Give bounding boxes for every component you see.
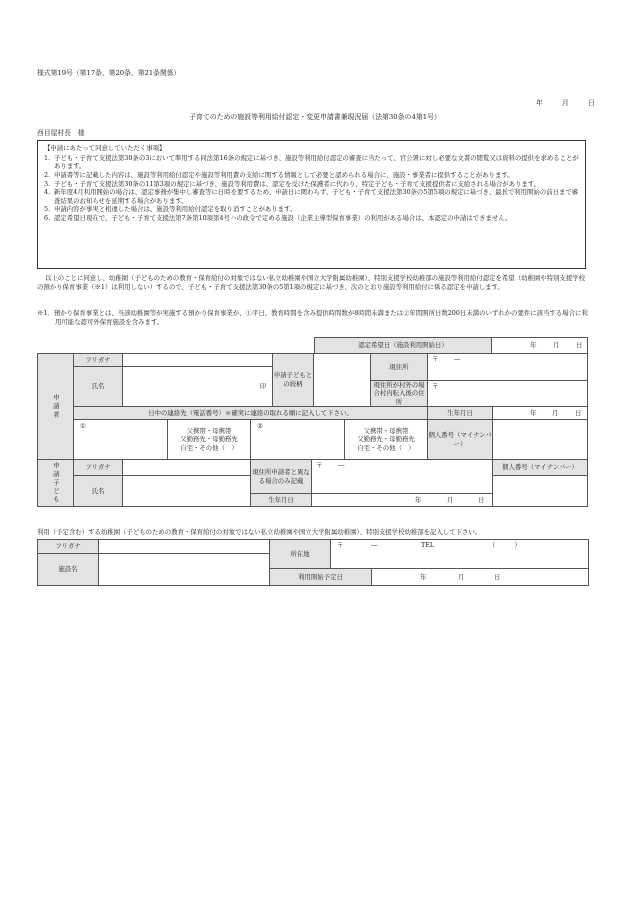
- notice-item-text: 申請書等に記載した内容は、施設等利用給付認定や施設等利用費の支給に関する情報として必要と認められる場合に、施設・事業者に提供することがあります。: [54, 170, 514, 179]
- applicant-furigana-field[interactable]: [122, 353, 273, 367]
- contact-2-type[interactable]: [344, 419, 428, 460]
- seal-mark: 印: [259, 382, 266, 391]
- postal-mark: 〒: [432, 355, 439, 363]
- contact-option: 父勤務先・母勤務先: [357, 435, 415, 444]
- facility-name-field[interactable]: [98, 553, 270, 586]
- facility-furigana-field[interactable]: [98, 539, 270, 554]
- start-day-label: 日: [494, 572, 501, 581]
- facility-name-label: 施設名: [37, 553, 99, 586]
- contact-1-number: ①: [80, 422, 86, 430]
- start-date-label: 利用開始予定日: [269, 568, 372, 586]
- tel-paren: （ ）: [489, 541, 521, 549]
- notice-item: [44, 205, 579, 214]
- child-birthdate-label: 生年月日: [250, 493, 312, 507]
- relation-label: 申請子どもとの続柄: [272, 353, 314, 407]
- notice-item-number: 5.: [44, 205, 51, 214]
- contact-2-number: ②: [257, 422, 263, 430]
- outside-address-field[interactable]: [427, 380, 588, 407]
- contact-1-field[interactable]: [73, 419, 168, 460]
- day-label: 日: [588, 99, 595, 107]
- address-field[interactable]: [427, 353, 588, 381]
- child-furigana-label: フリガナ: [73, 459, 123, 476]
- notice-list: [44, 154, 579, 223]
- contact-option: 自宅・その他（ ）: [180, 443, 238, 452]
- form-number: 様式第19号（第17条、第20条、第21条関係）: [37, 69, 181, 77]
- year-label: 年: [536, 99, 543, 107]
- birthdate-label: 生年月日: [427, 406, 493, 420]
- contact-option: 父携帯・母携帯: [363, 426, 409, 435]
- facility-location-label: 所在地: [269, 539, 331, 569]
- month-label: 月: [562, 99, 569, 107]
- child-name-label: 氏名: [73, 475, 123, 507]
- postal-mark: 〒: [337, 541, 344, 549]
- notice-item-text: 子ども・子育て支援法第30条の3において準用する同法第16条の規定に基づき、施設等利用給付認定の審査に当たって、官公署に対し必要な文書の閲覧又は資料の提供を求めることがあります。: [54, 153, 579, 171]
- child-birth-day-label: 日: [478, 495, 485, 504]
- outside-address-label: 現住所が村外の場合村内転入後の住所: [370, 380, 428, 407]
- start-month-label: 月: [458, 572, 465, 581]
- birth-year-label: 年: [530, 408, 537, 417]
- child-birthdate-field[interactable]: [311, 493, 493, 507]
- applicant-section-label: 申請者: [37, 353, 74, 460]
- cert-month-label: 月: [553, 341, 560, 350]
- birth-month-label: 月: [552, 408, 559, 417]
- facility-location-field[interactable]: [330, 539, 589, 569]
- notice-item: [44, 180, 579, 189]
- contact-2-field[interactable]: [250, 419, 345, 460]
- notice-item-text: 子ども・子育て支援法第30条の11第3項の規定に基づき、施設等利用費は、認定を受けた保護者に代わり、特定子ども・子育て支援提供者に支給される場合があります。: [54, 179, 541, 188]
- postal-mark: 〒: [316, 461, 323, 469]
- child-mynumber-label: 個人番号（マイナンバー）: [492, 459, 588, 476]
- notice-item-number: 1.: [44, 153, 51, 162]
- cert-date-label: 認定希望日（施設利用開始日）: [314, 337, 492, 354]
- submission-date: [536, 99, 614, 108]
- notice-item: [44, 171, 579, 180]
- address-label: 現住所: [370, 353, 428, 381]
- applicant-name-field[interactable]: [122, 366, 273, 407]
- relation-field[interactable]: [313, 353, 371, 407]
- notice-item-text: 申請内容が事実と相違した場合は、施設等利用給付認定を取り消すことがあります。: [54, 205, 297, 214]
- consent-notice-box: [37, 140, 586, 269]
- furigana-label: フリガナ: [73, 353, 123, 367]
- notice-item-number: 4.: [44, 188, 51, 197]
- facility-furigana-label: フリガナ: [37, 539, 99, 554]
- child-name-field[interactable]: [122, 475, 251, 507]
- notice-item-number: 6.: [44, 214, 51, 223]
- postal-dash: ―: [371, 541, 378, 549]
- child-mynumber-field[interactable]: [492, 475, 588, 507]
- cert-day-label: 日: [576, 341, 583, 350]
- notice-item: [44, 214, 579, 223]
- facility-instruction: 利用（予定含む）する幼稚園（子どものための教育・保育給付の対象ではない私立幼稚園や国立大学附属幼稚園）、特別支援学校幼稚部を記入して下さい。: [37, 528, 482, 536]
- contact-option: 自宅・その他（ ）: [357, 443, 415, 452]
- consent-statement: 以上のことに同意し、幼稚園（子どものための教育・保育給付の対象ではない私立幼稚園や国立大学附属幼稚園）、特別支援学校幼稚部の施設等利用給付認定を希望（幼稚園や特別支援学校の預かり保育事業（※1）は利用しない）するので、子ども・子育て支援法第30条の5第1項の規定に基づき、次のとおり施設等利用給付に係る認定を申請します。: [37, 274, 585, 291]
- applicant-mynumber-field[interactable]: [492, 419, 588, 460]
- postal-dash: ―: [454, 355, 461, 363]
- notice-heading: 【申請にあたって同意していただく事項】: [44, 144, 166, 152]
- child-furigana-field[interactable]: [122, 459, 251, 476]
- child-birth-year-label: 年: [415, 495, 422, 504]
- start-date-field[interactable]: [371, 568, 589, 586]
- postal-mark: 〒: [432, 382, 439, 390]
- child-address-label: 現住所申請者と異なる場合のみ記載: [250, 459, 312, 494]
- cert-date-field[interactable]: [491, 337, 588, 354]
- child-section-label: 申請子ども: [37, 459, 74, 507]
- notice-item: [44, 188, 579, 205]
- contact-instruction: 日中の連絡先（電話番号）＊確実に連絡の取れる順に記入して下さい。: [73, 406, 428, 420]
- name-label: 氏名: [73, 366, 123, 407]
- applicant-birthdate-field[interactable]: [492, 406, 588, 420]
- cert-year-label: 年: [530, 341, 537, 350]
- document-title: 子育てのための施設等利用給付認定・変更申請書兼現況届（法第30条の4第1号）: [189, 113, 441, 121]
- child-address-field[interactable]: [311, 459, 493, 494]
- notice-item: [44, 154, 579, 171]
- notice-item-text: 認定希望日現在で、子ども・子育て支援法第7条第10項第4号ハの政令で定める施設（企業主導型保育事業）の利用がある場合は、本認定の申請はできません。: [54, 214, 512, 223]
- contact-option: 父携帯・母携帯: [186, 426, 232, 435]
- contact-1-type[interactable]: [167, 419, 251, 460]
- birth-day-label: 日: [575, 408, 582, 417]
- start-year-label: 年: [420, 572, 427, 581]
- contact-option: 父勤務先・母勤務先: [180, 435, 238, 444]
- addressee: 西目屋村長 様: [37, 129, 85, 137]
- postal-dash: ―: [338, 461, 345, 469]
- footnote-1: ※1．預かり保育事業とは、当該幼稚園等が実施する預かり保育事業が、①平日、教育時間を含み提供時間数が8時間未満または②年間開所日数200日未満のいずれかの要件に該当する場合に利用可能な認可外保育施設を含みます。: [37, 309, 588, 326]
- notice-item-text: 新年度4月利用開始の場合は、認定事務が集中し審査等に日時を要するため、申請日に関わらず、子ども・子育て支援法第30条の5第5項の規定に基づき、最長で利用開始の前日まで審査結果のお知らせを延期する場合があります。: [54, 188, 579, 205]
- tel-label: TEL: [421, 541, 435, 549]
- mynumber-label: 個人番号（マイナンバー）: [427, 419, 493, 460]
- notice-item-number: 2.: [44, 170, 51, 179]
- notice-item-number: 3.: [44, 179, 51, 188]
- child-birth-month-label: 月: [447, 495, 454, 504]
